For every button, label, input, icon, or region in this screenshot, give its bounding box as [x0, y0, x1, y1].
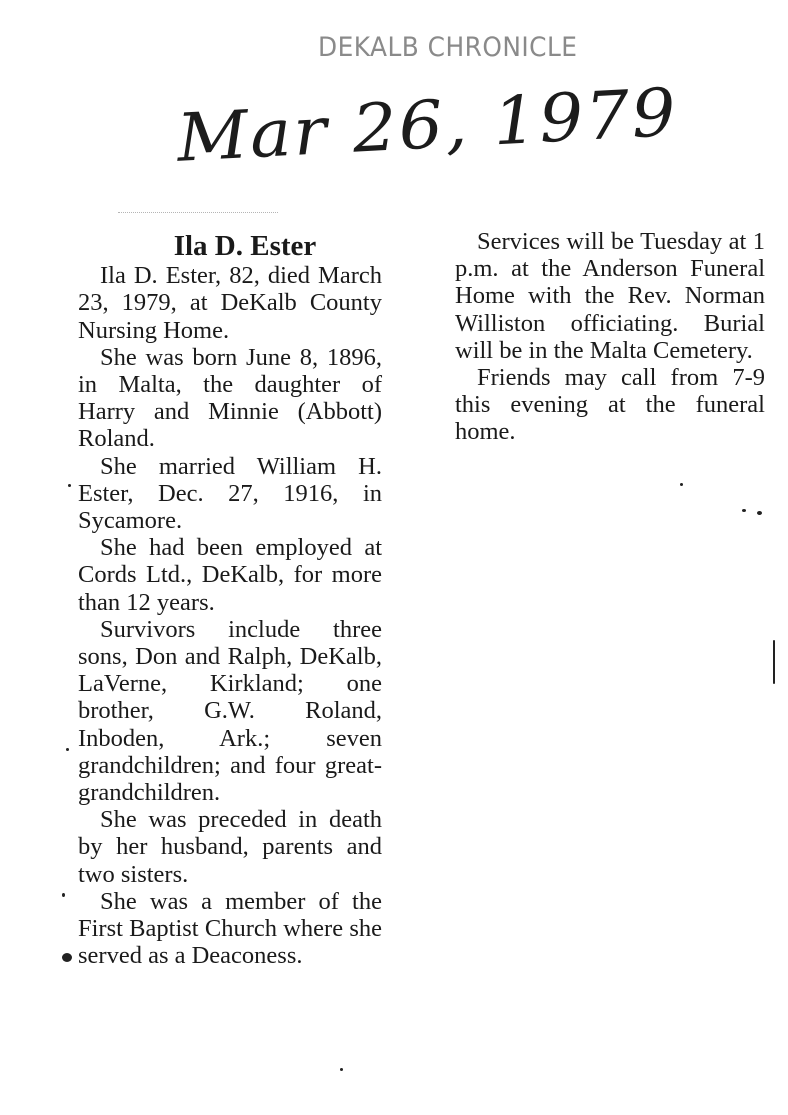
handwritten-date: Mar 26, 1979	[175, 73, 680, 177]
paragraph-survivors: Survivors include three sons, Don and Ralph, DeKalb, LaVerne, Kirkland; one brother, G.W. Roland, Inboden, Ark.; seven grandchildren; and four great-grandchildren.	[78, 615, 382, 807]
scan-speck	[773, 640, 775, 684]
paragraph-services: Services will be Tuesday at 1 p.m. at the Anderson Funeral Home with the Rev. Norman Williston officiating. Burial will be in the Malta Cemetery.	[455, 228, 765, 364]
scan-speck	[68, 484, 71, 487]
newspaper-masthead-stamp: DEKALB CHRONICLE	[318, 32, 578, 63]
scan-speck	[66, 748, 69, 751]
paragraph-death: Ila D. Ester, 82, died March 23, 1979, at DeKalb County Nursing Home.	[78, 262, 382, 344]
paragraph-church: She was a member of the First Baptist Church where she served as a Deaconess.	[78, 887, 382, 970]
scan-speck	[62, 953, 72, 962]
obituary-right-column	[455, 228, 765, 446]
scan-speck	[742, 509, 746, 512]
paragraph-visitation: Friends may call from 7-9 this evening at the funeral home.	[455, 364, 765, 446]
scan-speck	[680, 483, 683, 486]
scan-speck	[62, 893, 65, 897]
paragraph-birth: She was born June 8, 1896, in Malta, the daughter of Harry and Minnie (Abbott) Roland.	[78, 343, 382, 453]
obituary-left-column	[78, 230, 382, 970]
scan-speck	[757, 511, 762, 515]
obituary-headline: Ila D. Ester	[173, 230, 317, 262]
paragraph-marriage: She married William H. Ester, Dec. 27, 1916, in Sycamore.	[78, 452, 382, 535]
divider-rule	[118, 212, 278, 214]
paragraph-preceded: She was preceded in death by her husband, parents and two sisters.	[78, 806, 382, 888]
scan-speck	[340, 1068, 343, 1071]
paragraph-employment: She had been employed at Cords Ltd., DeKalb, for more than 12 years.	[78, 534, 382, 616]
